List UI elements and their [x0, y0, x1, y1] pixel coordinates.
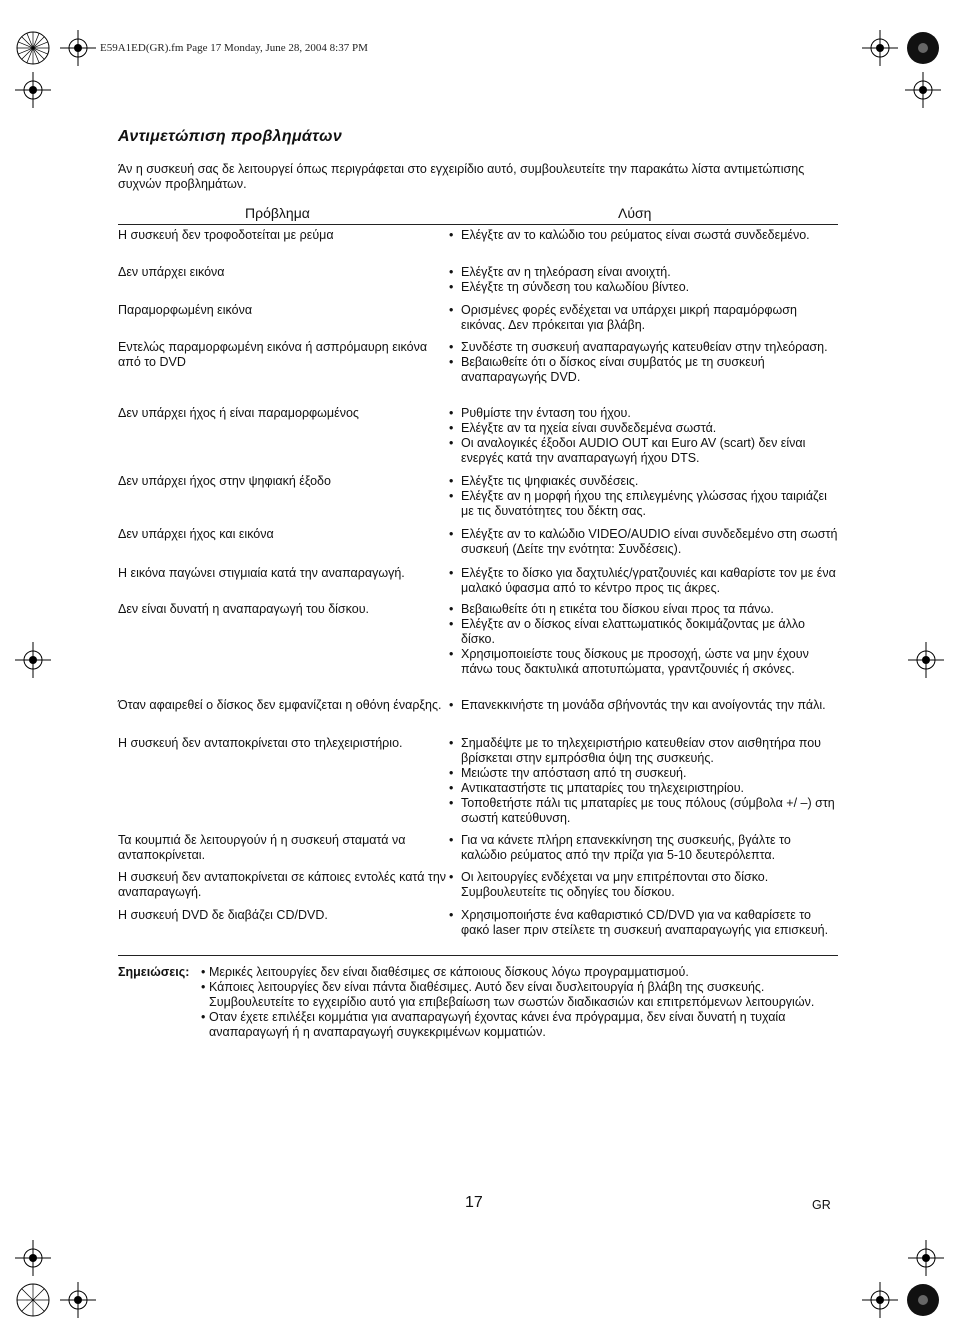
- intro-text: Άν η συσκευή σας δε λειτουργεί όπως περιγράφεται στο εγχειρίδιο αυτό, συμβουλευτείτε την παρακάτω λίστα αντιμετώπισης συχνών προβλημάτων.: [118, 162, 805, 191]
- note-item: • Κάποιες λειτουργίες δεν είναι πάντα διαθέσιμες. Αυτό δεν είναι δυσλειτουργία ή βλάβη της συσκευής. Συμβουλευτείτε το εγχειρίδιο αυτό για επιβεβαίωση των σωστών διαδικασιών και επιτρεπόμενων λειτουργιών.: [201, 980, 841, 1010]
- notes-list: [201, 965, 841, 1040]
- problem-cell: Δεν υπάρχει ήχος ή είναι παραμορφωμένος: [118, 406, 359, 420]
- note-item: • Μερικές λειτουργίες δεν είναι διαθέσιμες σε κάποιους δίσκους λόγω προγραμματισμού.: [201, 965, 841, 980]
- problem-cell: Όταν αφαιρεθεί ο δίσκος δεν εμφανίζεται η οθόνη έναρξης.: [118, 698, 442, 712]
- solution-item: • Οι λειτουργίες ενδέχεται να μην επιτρέπονται στο δίσκο. Συμβουλευτείτε τις οδηγίες του δίσκου.: [448, 870, 838, 900]
- note-item: • Οταν έχετε επιλέξει κομμάτια για αναπαραγωγή έχοντας κάνει ένα πρόγραμμα, δεν είναι δυνατή η τυχαία αναπαραγωγή ή η αναπαραγωγή συγκεκριμένων κομματιών.: [201, 1010, 841, 1040]
- page-language: GR: [812, 1198, 831, 1212]
- column-header-solution: Λύση: [618, 205, 652, 221]
- problem-cell: Τα κουμπιά δε λειτουργούν ή η συσκευή σταματά να ανταποκρίνεται.: [118, 833, 406, 862]
- column-header-problem: Πρόβλημα: [245, 205, 310, 221]
- problem-cell: Η συσκευή DVD δε διαβάζει CD/DVD.: [118, 908, 328, 922]
- solution-list: [448, 870, 838, 900]
- problem-cell: Δεν υπάρχει εικόνα: [118, 265, 225, 279]
- registration-mark-icon: [15, 30, 51, 66]
- solution-item: • Ελέγξτε τη σύνδεση του καλωδίου βίντεο.: [448, 280, 838, 295]
- solution-list: [448, 602, 838, 677]
- solution-list: [448, 698, 838, 713]
- notes-label: Σημειώσεις:: [118, 965, 190, 979]
- solution-list: [448, 265, 838, 295]
- crosshair-icon: [15, 642, 51, 678]
- problem-cell: Δεν είναι δυνατή η αναπαραγωγή του δίσκου.: [118, 602, 370, 616]
- solution-list: [448, 474, 838, 519]
- crosshair-icon: [905, 72, 941, 108]
- solution-item: • Χρησιμοποιείστε τους δίσκους με προσοχή, ώστε να μην έχουν πάνω τους δακτυλικά αποτυπώματα, γραντζουνιές ή σκόνες.: [448, 647, 838, 677]
- file-header: E59A1ED(GR).fm Page 17 Monday, June 28, 2004 8:37 PM: [100, 42, 368, 54]
- solution-item: • Ρυθμίστε την ένταση του ήχου.: [448, 406, 838, 421]
- solution-item: • Για να κάνετε πλήρη επανεκκίνηση της συσκευής, βγάλτε το καλώδιο ρεύματος από την πρίζα για 5-10 δευτερόλεπτα.: [448, 833, 838, 863]
- solution-list: [448, 908, 838, 938]
- solution-list: [448, 566, 838, 596]
- page-number: 17: [465, 1194, 483, 1211]
- solution-item: • Ελέγξτε τις ψηφιακές συνδέσεις.: [448, 474, 838, 489]
- solution-item: • Τοποθετήστε πάλι τις μπαταρίες με τους πόλους (σύμβολα +/ –) στη σωστή κατεύθυνση.: [448, 796, 838, 826]
- solution-item: • Χρησιμοποιήστε ένα καθαριστικό CD/DVD για να καθαρίσετε το φακό laser πριν στείλετε τη συσκευή αναπαραγωγής για επισκευή.: [448, 908, 838, 938]
- solution-item: • Σημαδέψτε με το τηλεχειριστήριο κατευθείαν στον αισθητήρα που βρίσκεται στην εμπρόσθια όψη της συσκευής.: [448, 736, 838, 766]
- solution-item: • Οι αναλογικές έξοδοι AUDIO OUT και Euro AV (scart) δεν είναι ενεργές κατά την αναπαραγωγή ήχου DTS.: [448, 436, 838, 466]
- problem-cell: Η εικόνα παγώνει στιγμιαία κατά την αναπαραγωγή.: [118, 566, 405, 580]
- solution-item: • Ορισμένες φορές ενδέχεται να υπάρχει μικρή παραμόρφωση εικόνας. Δεν πρόκειται για βλάβη.: [448, 303, 838, 333]
- solution-item: • Ελέγξτε αν το καλώδιο VIDEO/AUDIO είναι συνδεδεμένο στη σωστή συσκευή (Δείτε την ενότητα: Συνδέσεις).: [448, 527, 838, 557]
- solution-item: • Μειώστε την απόσταση από τη συσκευή.: [448, 766, 838, 781]
- problem-cell: Παραμορφωμένη εικόνα: [118, 303, 253, 317]
- registration-mark-icon: [905, 30, 941, 66]
- solution-item: • Επανεκκινήστε τη μονάδα σβήνοντάς την και ανοίγοντάς την πάλι.: [448, 698, 838, 713]
- table-bottom-rule: [118, 955, 838, 956]
- solution-item: • Ελέγξτε αν η τηλεόραση είναι ανοιχτή.: [448, 265, 838, 280]
- solution-list: [448, 527, 838, 557]
- problem-cell: Η συσκευή δεν ανταποκρίνεται σε κάποιες εντολές κατά την αναπαραγωγή.: [118, 870, 447, 899]
- crosshair-icon: [908, 642, 944, 678]
- crosshair-icon: [862, 1282, 898, 1318]
- solution-item: • Βεβαιωθείτε ότι η ετικέτα του δίσκου είναι προς τα πάνω.: [448, 602, 838, 617]
- crosshair-icon: [60, 1282, 96, 1318]
- solution-item: • Ελέγξτε αν ο δίσκος είναι ελαττωματικός δοκιμάζοντας με άλλο δίσκο.: [448, 617, 838, 647]
- solution-list: [448, 833, 838, 863]
- problem-cell: Δεν υπάρχει ήχος στην ψηφιακή έξοδο: [118, 474, 331, 488]
- problem-cell: Εντελώς παραμορφωμένη εικόνα ή ασπρόμαυρη εικόνα από το DVD: [118, 340, 428, 369]
- problem-cell: Η συσκευή δεν ανταποκρίνεται στο τηλεχειριστήριο.: [118, 736, 403, 750]
- solution-item: • Ελέγξτε αν η μορφή ήχου της επιλεγμένης γλώσσας ήχου ταιριάζει με τις δυνατότητες του δέκτη σας.: [448, 489, 838, 519]
- solution-list: [448, 303, 838, 333]
- solution-list: [448, 736, 838, 826]
- table-header-rule: [118, 224, 838, 225]
- solution-item: • Ελέγξτε το δίσκο για δαχτυλιές/γρατζουνιές και καθαρίστε τον με ένα μαλακό ύφασμα από το κέντρο προς τις άκρες.: [448, 566, 838, 596]
- crosshair-icon: [908, 1240, 944, 1276]
- solution-list: [448, 340, 838, 385]
- solution-item: • Ελέγξτε αν το καλώδιο του ρεύματος είναι σωστά συνδεδεμένο.: [448, 228, 838, 243]
- solution-list: [448, 406, 838, 466]
- page-title: Αντιμετώπιση προβλημάτων: [118, 128, 343, 145]
- solution-item: • Βεβαιωθείτε ότι ο δίσκος είναι συμβατός με τη συσκευή αναπαραγωγής DVD.: [448, 355, 838, 385]
- crosshair-icon: [862, 30, 898, 66]
- solution-list: [448, 228, 838, 243]
- crosshair-icon: [60, 30, 96, 66]
- crosshair-icon: [15, 1240, 51, 1276]
- crosshair-icon: [15, 72, 51, 108]
- solution-item: • Συνδέστε τη συσκευή αναπαραγωγής κατευθείαν στην τηλεόραση.: [448, 340, 838, 355]
- problem-cell: Η συσκευή δεν τροφοδοτείται με ρεύμα: [118, 228, 334, 242]
- solution-item: • Ελέγξτε αν τα ηχεία είναι συνδεδεμένα σωστά.: [448, 421, 838, 436]
- problem-cell: Δεν υπάρχει ήχος και εικόνα: [118, 527, 274, 541]
- registration-mark-icon: [15, 1282, 51, 1318]
- registration-mark-icon: [905, 1282, 941, 1318]
- solution-item: • Αντικαταστήστε τις μπαταρίες του τηλεχειριστηρίου.: [448, 781, 838, 796]
